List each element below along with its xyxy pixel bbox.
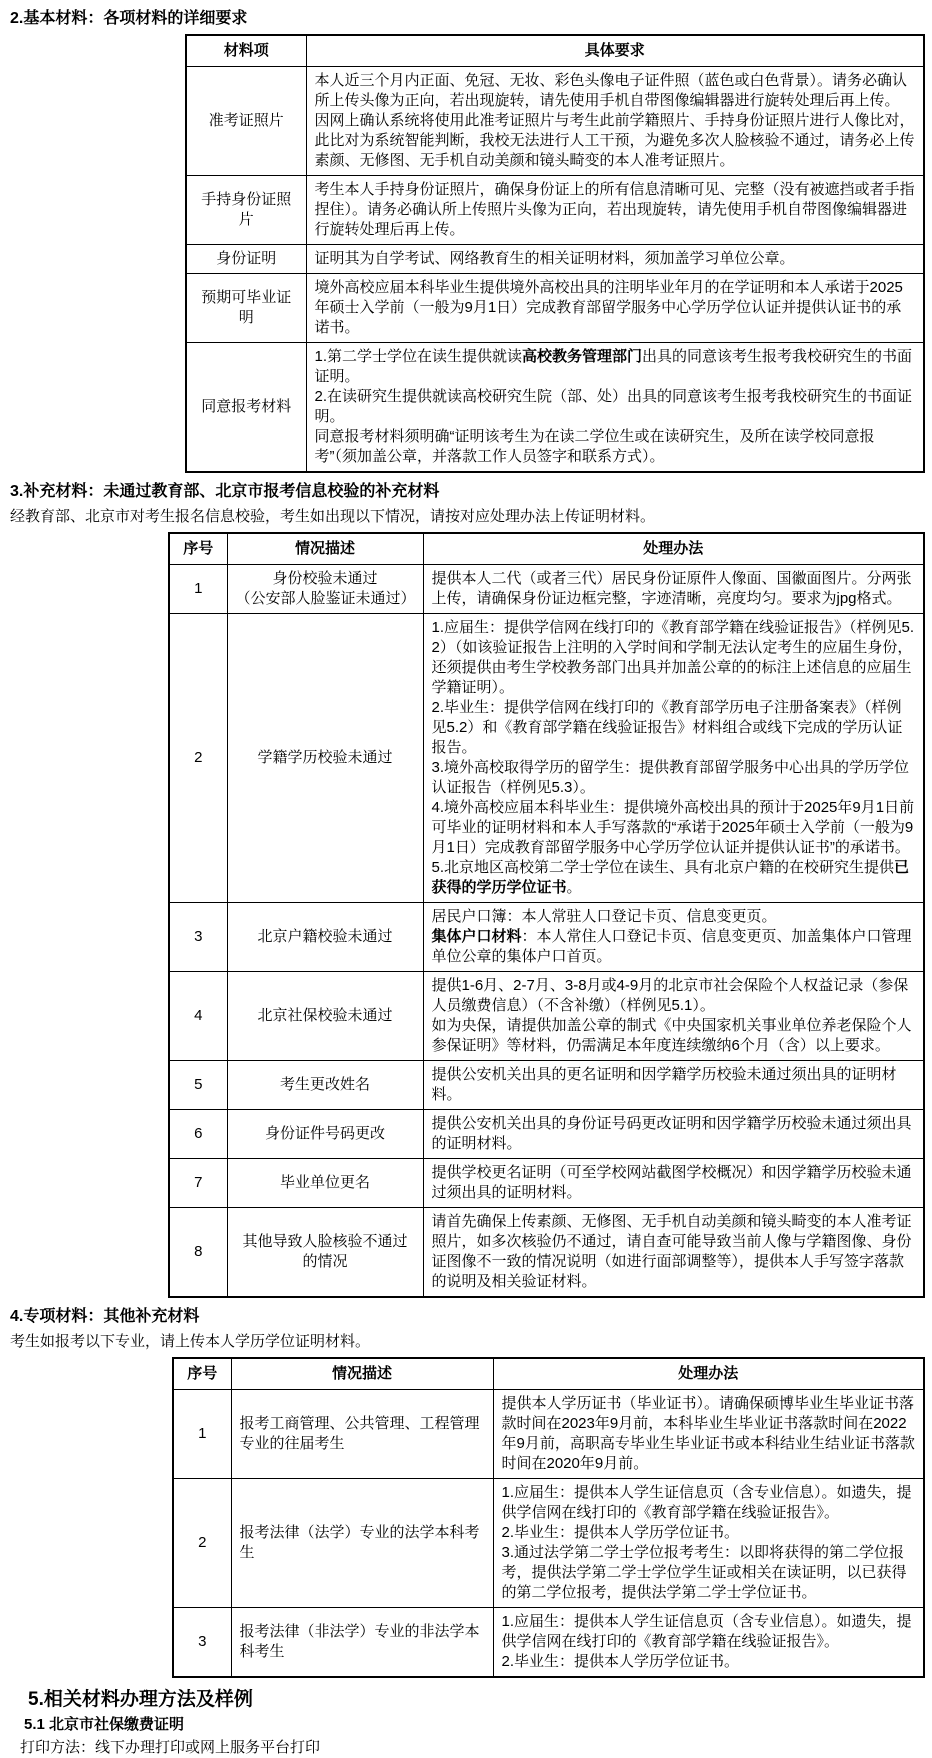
case-description: 报考工商管理、公共管理、工程管理专业的往届考生 xyxy=(231,1390,493,1479)
table-row xyxy=(169,1061,924,1110)
table-row xyxy=(186,176,924,245)
row-number: 1 xyxy=(169,565,227,614)
table-header-row xyxy=(173,1358,924,1390)
table-row xyxy=(173,1608,924,1678)
material-requirement-text: 境外高校应届本科毕业生提供境外高校出具的注明毕业年月的在学证明和本人承诺于2025年硕士入学前（一般为9月1日）完成教育部留学服务中心学历学位认证并提供认证书的承诺书。 xyxy=(306,274,924,343)
material-item-label: 准考证照片 xyxy=(186,67,306,176)
column-header-requirement: 具体要求 xyxy=(306,35,924,67)
material-item-label: 手持身份证照片 xyxy=(186,176,306,245)
table-header-row xyxy=(169,533,924,565)
case-description: 北京社保校验未通过 xyxy=(227,972,423,1061)
section-special-materials-heading: 4.专项材料：其他补充材料 xyxy=(10,1308,200,1325)
section-special-intro: 考生如报考以下专业，请上传本人学历学位证明材料。 xyxy=(10,1333,371,1350)
row-number: 2 xyxy=(173,1479,231,1608)
section-basic-materials-heading: 2.基本材料：各项材料的详细要求 xyxy=(10,10,248,27)
case-description: 身份证件号码更改 xyxy=(227,1110,423,1159)
column-header-case: 情况描述 xyxy=(227,533,423,565)
basic-materials-table xyxy=(185,34,925,473)
material-item-label: 同意报考材料 xyxy=(186,343,306,473)
column-header-no: 序号 xyxy=(173,1358,231,1390)
section-methods-subheading: 5.1 北京市社保缴费证明 xyxy=(24,1716,185,1733)
table-row xyxy=(169,565,924,614)
handling-method: 提供本人学历证书（毕业证书）。请确保硕博毕业生毕业证书落款时间在2023年9月前，本科毕业生毕业证书落款时间在2022年9月前，高职高专毕业生毕业证书或本科结业生结业证书落款时间在2020年9月前。 xyxy=(493,1390,924,1479)
row-number: 6 xyxy=(169,1110,227,1159)
case-description: 身份校验未通过 （公安部人脸鉴证未通过） xyxy=(227,565,423,614)
table-row xyxy=(173,1390,924,1479)
table-row xyxy=(169,614,924,903)
section-supplementary-intro: 经教育部、北京市对考生报名信息校验，考生如出现以下情况，请按对应处理办法上传证明材料。 xyxy=(10,508,656,525)
column-header-method: 处理办法 xyxy=(423,533,924,565)
case-description: 北京户籍校验未通过 xyxy=(227,903,423,972)
handling-method: 提供公安机关出具的身份证号码更改证明和因学籍学历校验未通过须出具的证明材料。 xyxy=(423,1110,924,1159)
handling-method: 1.应届生：提供学信网在线打印的《教育部学籍在线验证报告》（样例见5.2）（如该验证报告上注明的入学时间和学制无法认定考生的应届生身份，还须提供由考生学校教务部门出具并加盖公章的的标注上述信息的应届生学籍证明）。 2.毕业生：提供学信网在线打印的《教育部学历电子注册备案表》（样例见5.2）和《教育部学籍在线验证报告》材料组合或线下完成的学历认证报告。 3.境外高校取得学历的留学生：提供教育部留学服务中心出具的学历学位认证报告（样例见5.3）。 4.境外高校应届本科毕业生：提供境外高校出具的预计于2025年9月1日前可毕业的证明材料和本人手写落款的“承诺于2025年硕士入学前（一般为9月1日）完成教育部留学服务中心学历学位认证并提供认证书”的承诺书。 5.北京地区高校第二学士学位在读生、具有北京户籍的在校研究生提供已获得的学历学位证书。 xyxy=(423,614,924,903)
row-number: 5 xyxy=(169,1061,227,1110)
handling-method: 提供学校更名证明（可至学校网站截图学校概况）和因学籍学历校验未通过须出具的证明材料。 xyxy=(423,1159,924,1208)
case-description: 考生更改姓名 xyxy=(227,1061,423,1110)
table-row xyxy=(186,274,924,343)
table-row xyxy=(169,1110,924,1159)
material-requirement-text: 证明其为自学考试、网络教育生的相关证明材料，须加盖学习单位公章。 xyxy=(306,245,924,274)
row-number: 4 xyxy=(169,972,227,1061)
row-number: 3 xyxy=(173,1608,231,1678)
material-item-label: 预期可毕业证明 xyxy=(186,274,306,343)
print-method-note: 打印方法：线下办理打印或网上服务平台打印 xyxy=(20,1739,321,1756)
material-item-label: 身份证明 xyxy=(186,245,306,274)
table-header-row xyxy=(186,35,924,67)
material-requirement-text: 1.第二学士学位在读生提供就读高校教务管理部门出具的同意该考生报考我校研究生的书面证明。 2.在读研究生提供就读高校研究生院（部、处）出具的同意该考生报考我校研究生的书面证明。 同意报考材料须明确“证明该考生为在读二学位生或在读研究生，及所在读学校同意报考”（须加盖公章，并落款工作人员签字和联系方式）。 xyxy=(306,343,924,473)
handling-method: 提供本人二代（或者三代）居民身份证原件人像面、国徽面图片。分两张上传，请确保身份证边框完整，字迹清晰，亮度均匀。要求为jpg格式。 xyxy=(423,565,924,614)
row-number: 1 xyxy=(173,1390,231,1479)
row-number: 8 xyxy=(169,1208,227,1298)
table-row xyxy=(169,903,924,972)
case-description: 学籍学历校验未通过 xyxy=(227,614,423,903)
section-supplementary-materials-heading: 3.补充材料：未通过教育部、北京市报考信息校验的补充材料 xyxy=(10,483,440,500)
material-requirement-text: 本人近三个月内正面、免冠、无妆、彩色头像电子证件照（蓝色或白色背景）。请务必确认所上传头像为正向，若出现旋转，请先使用手机自带图像编辑器进行旋转处理后再上传。 因网上确认系统将使用此准考证照片与考生此前学籍照片、手持身份证照片进行人像比对，此比对为系统智能判断，我校无法进行人工干预，为避免多次人脸核验不通过，请务必上传素颜、无修图、无手机自动美颜和镜头畸变的本人准考证照片。 xyxy=(306,67,924,176)
case-description: 其他导致人脸核验不通过的情况 xyxy=(227,1208,423,1298)
case-description: 报考法律（非法学）专业的非法学本科考生 xyxy=(231,1608,493,1678)
case-description: 报考法律（法学）专业的法学本科考生 xyxy=(231,1479,493,1608)
column-header-material-item: 材料项 xyxy=(186,35,306,67)
handling-method: 提供1-6月、2-7月、3-8月或4-9月的北京市社会保险个人权益记录（参保人员缴费信息）（不含补缴）（样例见5.1）。 如为央保，请提供加盖公章的制式《中央国家机关事业单位养老保险个人参保证明》等材料，仍需满足本年度连续缴纳6个月（含）以上要求。 xyxy=(423,972,924,1061)
table-row xyxy=(169,1208,924,1298)
document-page xyxy=(0,9,932,1756)
case-description: 毕业单位更名 xyxy=(227,1159,423,1208)
row-number: 7 xyxy=(169,1159,227,1208)
table-row xyxy=(169,972,924,1061)
row-number: 3 xyxy=(169,903,227,972)
handling-method: 1.应届生：提供本人学生证信息页（含专业信息）。如遗失，提供学信网在线打印的《教育部学籍在线验证报告》。 2.毕业生：提供本人学历学位证书。 3.通过法学第二学士学位报考考生：以即将获得的第二学位报考，提供法学第二学士学位学生证或相关在读证明，以已获得的第二学位报考，提供法学第二学士学位证书。 xyxy=(493,1479,924,1608)
handling-method: 请首先确保上传素颜、无修图、无手机自动美颜和镜头畸变的本人准考证照片，如多次核验仍不通过，请自查可能导致当前人像与学籍图像、身份证图像不一致的情况说明（如进行面部调整等），提供本人手写签字落款的说明及相关验证材料。 xyxy=(423,1208,924,1298)
section-methods-heading: 5.相关材料办理方法及样例 xyxy=(28,1689,253,1710)
handling-method: 提供公安机关出具的更名证明和因学籍学历校验未通过须出具的证明材料。 xyxy=(423,1061,924,1110)
table-row xyxy=(169,1159,924,1208)
table-row xyxy=(186,343,924,473)
row-number: 2 xyxy=(169,614,227,903)
handling-method: 1.应届生：提供本人学生证信息页（含专业信息）。如遗失，提供学信网在线打印的《教育部学籍在线验证报告》。 2.毕业生：提供本人学历学位证书。 xyxy=(493,1608,924,1678)
table-row xyxy=(186,67,924,176)
column-header-method: 处理办法 xyxy=(493,1358,924,1390)
column-header-no: 序号 xyxy=(169,533,227,565)
table-row xyxy=(186,245,924,274)
material-requirement-text: 考生本人手持身份证照片，确保身份证上的所有信息清晰可见、完整（没有被遮挡或者手指捏住）。请务必确认所上传照片头像为正向，若出现旋转，请先使用手机自带图像编辑器进行旋转处理后再上传。 xyxy=(306,176,924,245)
table-row xyxy=(173,1479,924,1608)
handling-method: 居民户口簿：本人常驻人口登记卡页、信息变更页。 集体户口材料：本人常住人口登记卡页、信息变更页、加盖集体户口管理单位公章的集体户口首页。 xyxy=(423,903,924,972)
supplementary-materials-table xyxy=(168,532,925,1298)
column-header-case: 情况描述 xyxy=(231,1358,493,1390)
special-materials-table xyxy=(172,1357,925,1678)
